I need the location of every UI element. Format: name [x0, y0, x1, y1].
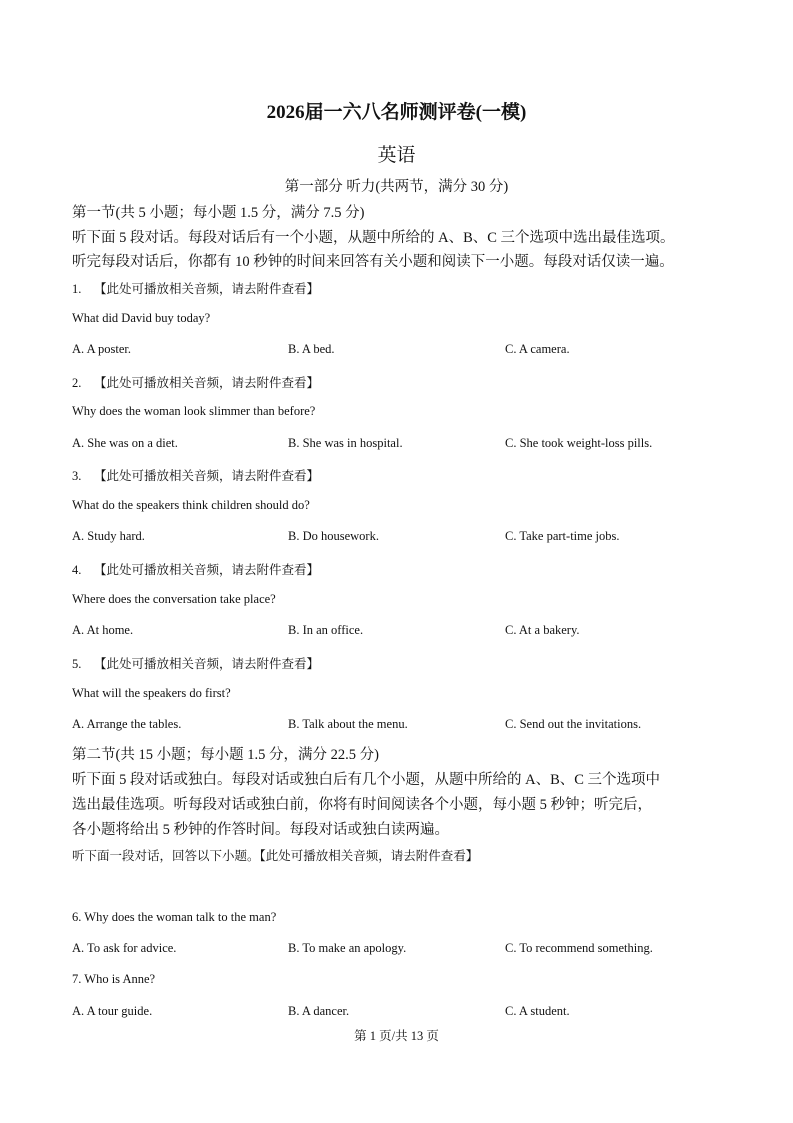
- section2-audio-note[interactable]: 听下面一段对话，回答以下小题。【此处可播放相关音频，请去附件查看】: [72, 849, 479, 863]
- question-6-text: 6. Why does the woman talk to the man?: [72, 910, 277, 924]
- question-7-option-c[interactable]: C. A student.: [505, 1004, 570, 1018]
- question-1-option-c[interactable]: C. A camera.: [505, 342, 570, 356]
- question-3-option-b[interactable]: B. Do housework.: [288, 529, 379, 543]
- question-3-audio: 3. 【此处可播放相关音频，请去附件查看】: [72, 469, 320, 483]
- question-4-option-b[interactable]: B. In an office.: [288, 623, 364, 637]
- question-5-option-b[interactable]: B. Talk about the menu.: [288, 717, 408, 731]
- section2-heading: 第二节(共 15 小题；每小题 1.5 分，满分 22.5 分): [72, 747, 379, 763]
- section2-instruction-line2: 选出最佳选项。听每段对话或独白前，你将有时间阅读各个小题，每小题 5 秒钟；听完后，: [72, 797, 652, 813]
- question-3-text: What do the speakers think children should do?: [72, 498, 310, 512]
- question-5-option-c[interactable]: C. Send out the invitations.: [505, 717, 642, 731]
- exam-subject: 英语: [377, 145, 416, 166]
- audio-note[interactable]: 【此处可播放相关音频，请去附件查看】: [94, 563, 320, 577]
- question-6-option-a[interactable]: A. To ask for advice.: [72, 941, 177, 955]
- question-1-option-b[interactable]: B. A bed.: [288, 342, 335, 356]
- audio-note[interactable]: 【此处可播放相关音频，请去附件查看】: [94, 376, 320, 390]
- section1-instruction-line1: 听下面 5 段对话。每段对话后有一个小题，从题中所给的 A、B、C 三个选项中选出最佳选项。: [72, 230, 675, 246]
- question-4-option-c[interactable]: C. At a bakery.: [505, 623, 580, 637]
- part-heading: 第一部分 听力(共两节，满分 30 分): [284, 179, 509, 195]
- question-6-option-c[interactable]: C. To recommend something.: [505, 941, 653, 955]
- section1-instruction-line2: 听完每段对话后，你都有 10 秒钟的时间来回答有关小题和阅读下一小题。每段对话仅读一遍。: [72, 254, 674, 270]
- question-7-option-a[interactable]: A. A tour guide.: [72, 1004, 153, 1018]
- page-footer: 第 1 页/共 13 页: [354, 1029, 439, 1043]
- question-1-text: What did David buy today?: [72, 311, 211, 325]
- section2-instruction-line1: 听下面 5 段对话或独白。每段对话或独白后有几个小题，从题中所给的 A、B、C 三个选项中: [72, 772, 661, 788]
- question-4-text: Where does the conversation take place?: [72, 592, 276, 606]
- question-4-audio: 4. 【此处可播放相关音频，请去附件查看】: [72, 563, 320, 577]
- question-2-option-a[interactable]: A. She was on a diet.: [72, 436, 178, 450]
- question-1-option-a[interactable]: A. A poster.: [72, 342, 132, 356]
- question-6-option-b[interactable]: B. To make an apology.: [288, 941, 407, 955]
- question-5-option-a[interactable]: A. Arrange the tables.: [72, 717, 182, 731]
- question-2-text: Why does the woman look slimmer than before?: [72, 404, 316, 418]
- audio-note[interactable]: 【此处可播放相关音频，请去附件查看】: [94, 469, 320, 483]
- audio-note[interactable]: 【此处可播放相关音频，请去附件查看】: [94, 657, 320, 671]
- question-2-audio: 2. 【此处可播放相关音频，请去附件查看】: [72, 376, 320, 390]
- question-5-text: What will the speakers do first?: [72, 686, 231, 700]
- question-3-option-c[interactable]: C. Take part-time jobs.: [505, 529, 620, 543]
- question-3-option-a[interactable]: A. Study hard.: [72, 529, 145, 543]
- section2-instruction-line3: 各小题将给出 5 秒钟的作答时间。每段对话或独白读两遍。: [72, 822, 449, 838]
- question-2-option-c[interactable]: C. She took weight-loss pills.: [505, 436, 653, 450]
- question-7-text: 7. Who is Anne?: [72, 972, 156, 986]
- section1-heading: 第一节(共 5 小题；每小题 1.5 分，满分 7.5 分): [72, 205, 365, 221]
- question-5-audio: 5. 【此处可播放相关音频，请去附件查看】: [72, 657, 320, 671]
- question-4-option-a[interactable]: A. At home.: [72, 623, 134, 637]
- question-2-option-b[interactable]: B. She was in hospital.: [288, 436, 403, 450]
- audio-note[interactable]: 【此处可播放相关音频，请去附件查看】: [94, 282, 320, 296]
- exam-title: 2026届一六八名师测评卷(一模): [266, 102, 527, 123]
- question-1-audio: 1. 【此处可播放相关音频，请去附件查看】: [72, 282, 320, 296]
- question-7-option-b[interactable]: B. A dancer.: [288, 1004, 350, 1018]
